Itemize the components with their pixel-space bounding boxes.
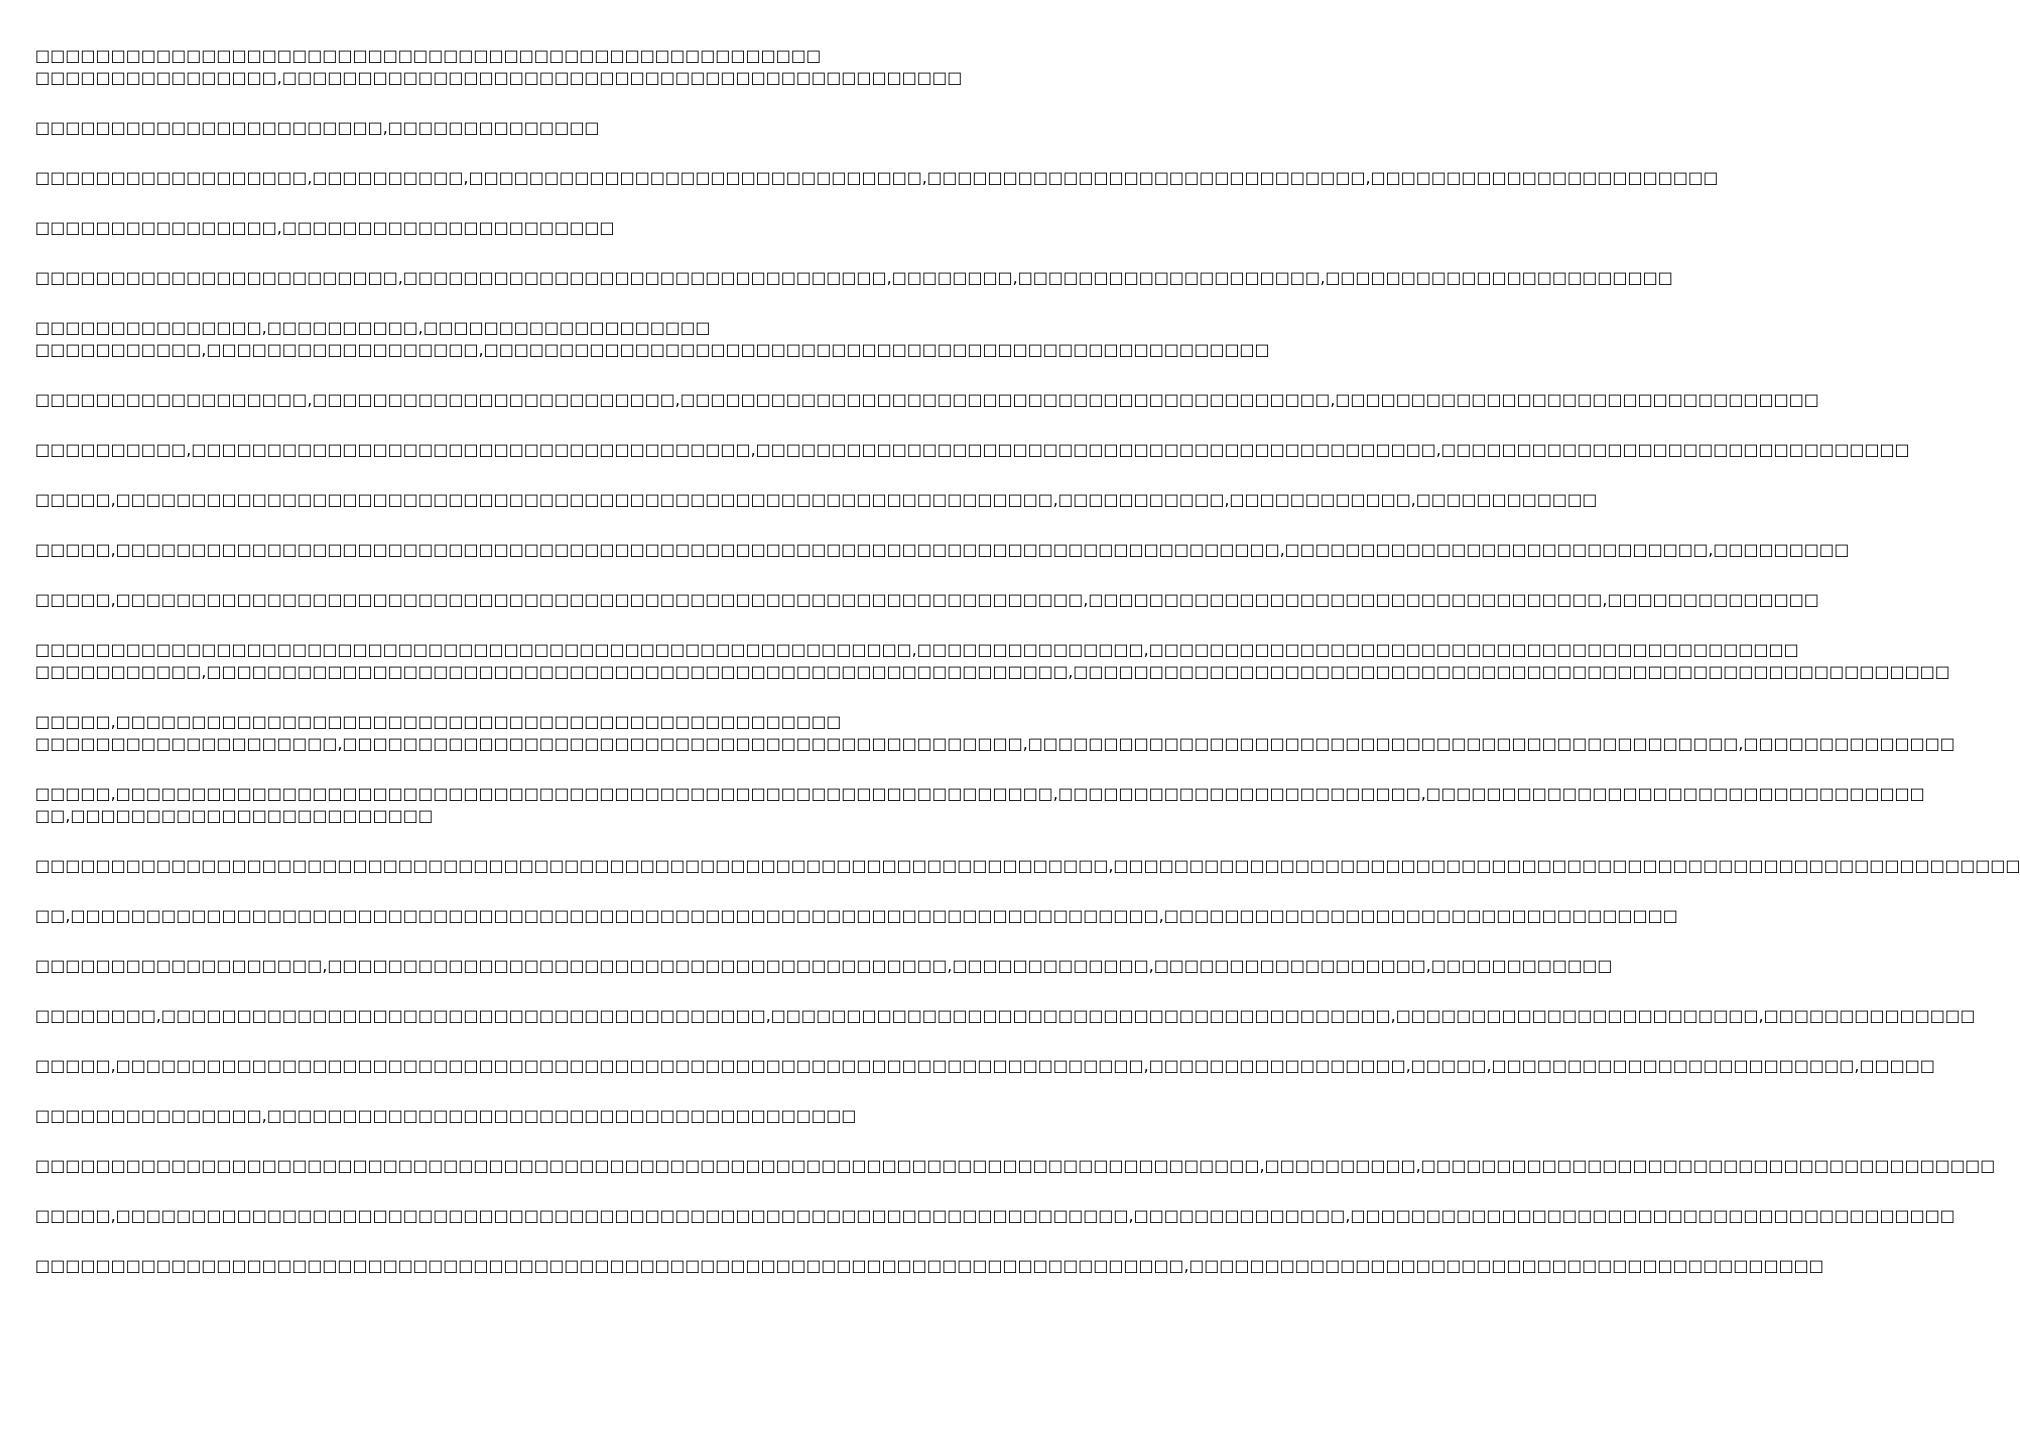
paragraph — [35, 1255, 1824, 1277]
text-line: □□□□□,□□□□□□□□□□□□□□□□□□□□□□□□□□□□□□□□□□□□□□□□□□□□□□□□□□□□□□□□□□□□□□□□,□□□□□□□□□□□□□□□□□□□□□□□□□□□□□□□□□□,□□□□□□□□□□□□□□ — [35, 590, 1819, 609]
paragraph — [35, 539, 1850, 561]
paragraph — [35, 1055, 1935, 1077]
text-line: □□□□□□□□□□□,□□□□□□□□□□□□□□□□□□□□□□□□□□□□□□□□□□□□□□□□□□□□□□□□□□□□□□□□□,□□□□□□□□□□□□□□□□□□□□□□□□□□□□□□□□□□□□□□□□□□□□□□□□□□□□□□□□□□ — [35, 662, 1950, 681]
document-body — [35, 45, 2020, 1305]
text-line: □□□□□□□□□□□□□□□□□□□□□□□□□□□□□□□□□□□□□□□□□□□□□□□□□□□□□□□□□□□□□□□□□□□□□□□,□□□□□□□□□□□□□□□□□□□□□□□□□□□□□□□□□□□□□□□□□□□□□□□□□□□□□□□□□□□□ — [35, 856, 2020, 875]
paragraph — [35, 711, 1956, 755]
text-line: □□□□□□□□□□,□□□□□□□□□□□□□□□□□□□□□□□□□□□□□□□□□□□□□,□□□□□□□□□□□□□□□□□□□□□□□□□□□□□□□□□□□□□□□□□□□□□,□□□□□□□□□□□□□□□□□□□□□□□□□□□□□□□ — [35, 440, 1910, 459]
text-line: □□□□□□□□□□□□□□□,□□□□□□□□□□□□□□□□□□□□□□□□□□□□□□□□□□□□□□□ — [35, 1106, 857, 1125]
paragraph — [35, 489, 1598, 511]
paragraph — [35, 1105, 990, 1127]
text-line: □□□□□□□□□□□□□□□□□□□,□□□□□□□□□□□□□□□□□□□□□□□□□□□□□□□□□□□□□□□□□,□□□□□□□□□□□□□,□□□□□□□□□□□□□□□□□□,□□□□□□□□□□□□ — [35, 956, 1613, 975]
text-line: □□□□□□□□□□□□□□□□□□□□,□□□□□□□□□□□□□□□□□□□□□□□□□□□□□□□□□□□□□□□□□□□□□,□□□□□□□□□□□□□□□□□□□□□□□□□□□□□□□□□□□□□□□□□□□□□□□,□□□□□□□□□□□□□□ — [35, 734, 1956, 753]
text-line: □□□□□,□□□□□□□□□□□□□□□□□□□□□□□□□□□□□□□□□□□□□□□□□□□□□□□□□□□□□□□□□□□□□□□□□□□□□□□□□□□□□,□□□□□□□□□□□□□□□□□□□□□□□□□□□□,□□□□□□□□□ — [35, 540, 1850, 559]
paragraph — [35, 1155, 1996, 1177]
paragraph — [35, 45, 990, 89]
paragraph — [35, 439, 1910, 461]
text-line: □□□□□,□□□□□□□□□□□□□□□□□□□□□□□□□□□□□□□□□□□□□□□□□□□□□□□□ — [35, 712, 842, 731]
text-line: □□□□□,□□□□□□□□□□□□□□□□□□□□□□□□□□□□□□□□□□□□□□□□□□□□□□□□□□□□□□□□□□□□□□□□□□□,□□□□□□□□□□□□□□,□□□□□□□□□□□□□□□□□□□□□□□□□□□□□□□□□□□□□□□□ — [35, 1206, 1956, 1225]
paragraph — [35, 267, 1673, 289]
paragraph — [35, 639, 1950, 683]
text-line: □□□□□□□□□□□□□□□□□□□□□□□□,□□□□□□□□□□□□□□□□□□□□□□□□□□□□□□□□,□□□□□□□□,□□□□□□□□□□□□□□□□□□□□,□□□□□□□□□□□□□□□□□□□□□□□ — [35, 268, 1673, 287]
text-line: □□,□□□□□□□□□□□□□□□□□□□□□□□□ — [35, 806, 434, 825]
text-line: □□□□□□□□□□□,□□□□□□□□□□□□□□□□□□,□□□□□□□□□□□□□□□□□□□□□□□□□□□□□□□□□□□□□□□□□□□□□□□□□□□□ — [35, 340, 1270, 359]
text-line: □□□□□,□□□□□□□□□□□□□□□□□□□□□□□□□□□□□□□□□□□□□□□□□□□□□□□□□□□□□□□□□□□□□□□□□□□□,□□□□□□□□□□□□□□□□□,□□□□□,□□□□□□□□□□□□□□□□□□□□□□□□,□□□□□ — [35, 1056, 1935, 1075]
text-line: □□□□□□□□□□□□□□□□□□□□□□□□□□□□□□□□□□□□□□□□□□□□□□□□□□□□□□□□□□,□□□□□□□□□□□□□□□,□□□□□□□□□□□□□□□□□□□□□□□□□□□□□□□□□□□□□□□□□□□ — [35, 640, 1799, 659]
paragraph — [35, 389, 1819, 411]
paragraph — [35, 783, 1925, 827]
text-line: □□□□□,□□□□□□□□□□□□□□□□□□□□□□□□□□□□□□□□□□□□□□□□□□□□□□□□□□□□□□□□□□□□□□,□□□□□□□□□□□□□□□□□□□□□□□□,□□□□□□□□□□□□□□□□□□□□□□□□□□□□□□□□□ — [35, 784, 1925, 803]
text-line: □□□□□□□□□□□□□□□□□□□□□□□□□□□□□□□□□□□□□□□□□□□□□□□□□□□□ — [35, 46, 822, 65]
paragraph — [35, 955, 1613, 977]
paragraph — [35, 317, 1270, 361]
paragraph — [35, 1205, 1956, 1227]
text-line: □□,□□□□□□□□□□□□□□□□□□□□□□□□□□□□□□□□□□□□□□□□□□□□□□□□□□□□□□□□□□□□□□□□□□□□□□□□,□□□□□□□□□□□□□□□□□□□□□□□□□□□□□□□□□□ — [35, 906, 1678, 925]
text-line: □□□□□□□□□□□□□□□□,□□□□□□□□□□□□□□□□□□□□□□ — [35, 218, 615, 237]
paragraph — [35, 589, 1819, 611]
text-line: □□□□□,□□□□□□□□□□□□□□□□□□□□□□□□□□□□□□□□□□□□□□□□□□□□□□□□□□□□□□□□□□□□□□,□□□□□□□□□□□,□□□□□□□□□□□□,□□□□□□□□□□□□ — [35, 490, 1598, 509]
paragraph — [35, 117, 990, 139]
text-line: □□□□□□□□□□□□□□□□□□,□□□□□□□□□□,□□□□□□□□□□□□□□□□□□□□□□□□□□□□□□,□□□□□□□□□□□□□□□□□□□□□□□□□□□□□,□□□□□□□□□□□□□□□□□□□□□□□ — [35, 168, 1719, 187]
text-line: □□□□□□□□□□□□□□□,□□□□□□□□□□,□□□□□□□□□□□□□□□□□□□ — [35, 318, 711, 337]
paragraph — [35, 217, 990, 239]
text-line: □□□□□□□□,□□□□□□□□□□□□□□□□□□□□□□□□□□□□□□□□□□□□□□□□,□□□□□□□□□□□□□□□□□□□□□□□□□□□□□□□□□□□□□□□□□,□□□□□□□□□□□□□□□□□□□□□□□□,□□□□□□□□□□□□□□ — [35, 1006, 1976, 1025]
text-line: □□□□□□□□□□□□□□□□□□,□□□□□□□□□□□□□□□□□□□□□□□□,□□□□□□□□□□□□□□□□□□□□□□□□□□□□□□□□□□□□□□□□□□□,□□□□□□□□□□□□□□□□□□□□□□□□□□□□□□□□ — [35, 390, 1819, 409]
text-line: □□□□□□□□□□□□□□□□□□□□□□□□□□□□□□□□□□□□□□□□□□□□□□□□□□□□□□□□□□□□□□□□□□□□□□□□□□□□,□□□□□□□□□□□□□□□□□□□□□□□□□□□□□□□□□□□□□□□□□□ — [35, 1256, 1824, 1275]
paragraph — [35, 855, 2020, 877]
text-line: □□□□□□□□□□□□□□□□□□□□□□□,□□□□□□□□□□□□□□ — [35, 118, 600, 137]
text-line: □□□□□□□□□□□□□□□□□□□□□□□□□□□□□□□□□□□□□□□□□□□□□□□□□□□□□□□□□□□□□□□□□□□□□□□□□□□□□□□□□,□□□□□□□□□□,□□□□□□□□□□□□□□□□□□□□□□□□□□□□□□□□□□□□□□ — [35, 1156, 1996, 1175]
paragraph — [35, 1005, 1976, 1027]
text-line: □□□□□□□□□□□□□□□□,□□□□□□□□□□□□□□□□□□□□□□□□□□□□□□□□□□□□□□□□□□□□□ — [35, 68, 963, 87]
paragraph — [35, 167, 1719, 189]
paragraph — [35, 905, 1678, 927]
